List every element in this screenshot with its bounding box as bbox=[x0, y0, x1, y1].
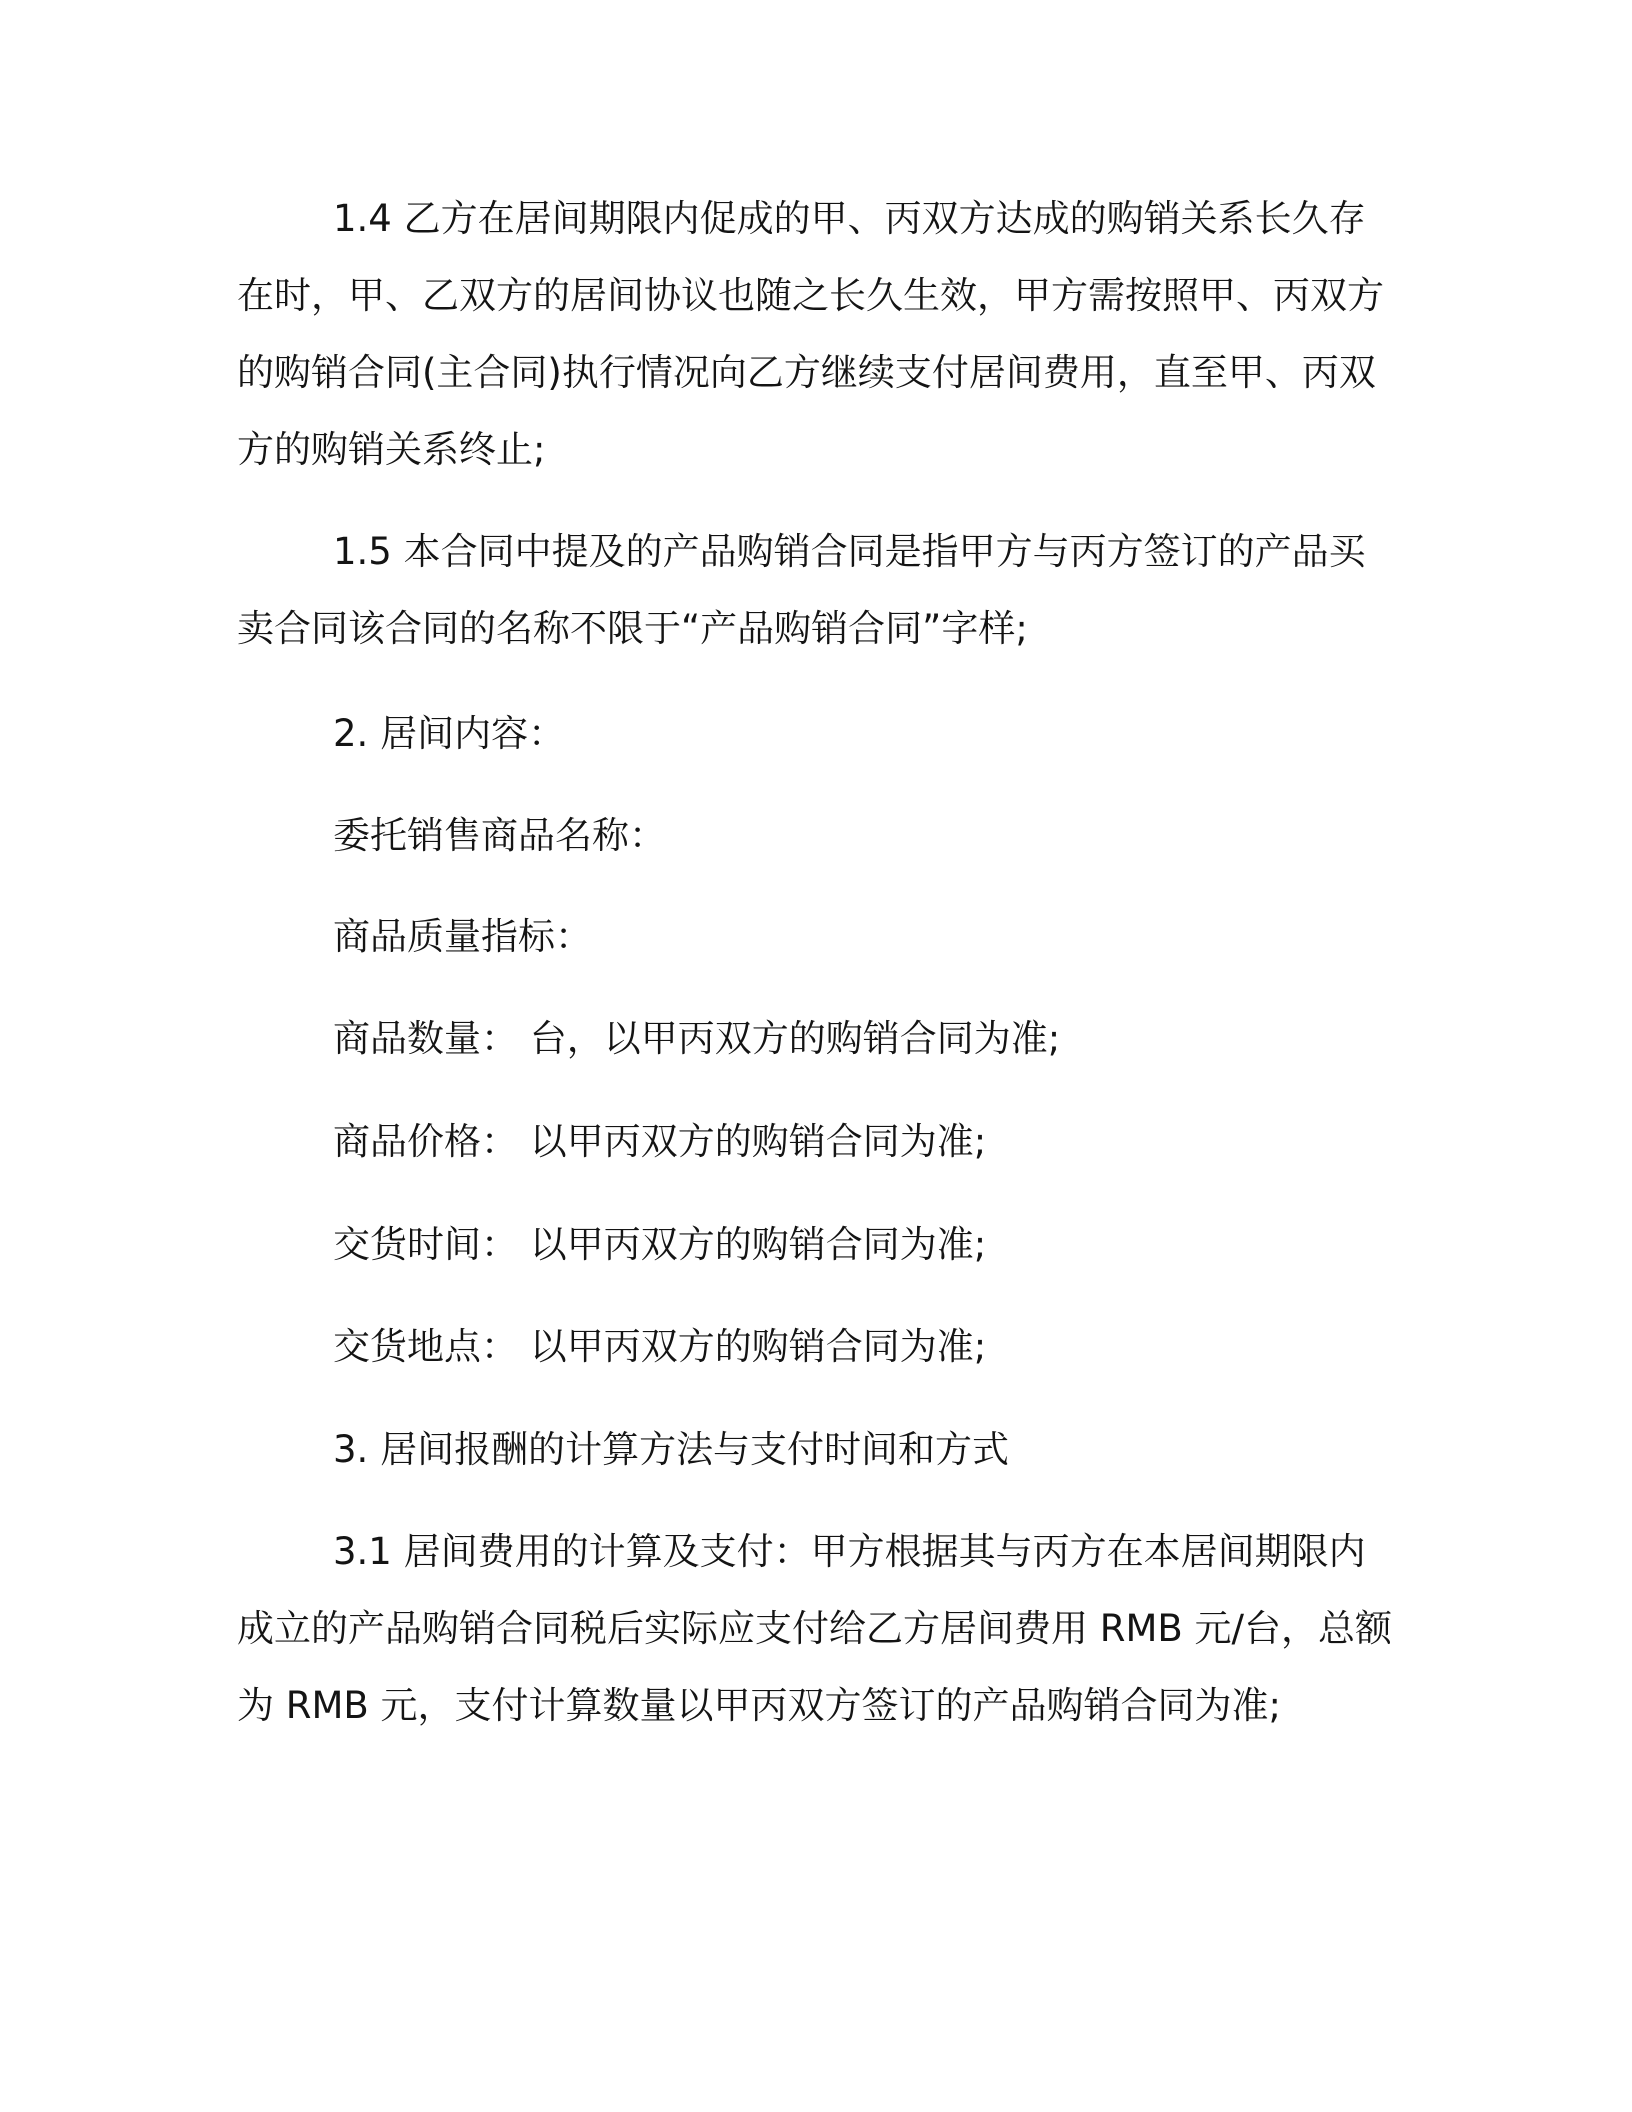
clause-1-4-paragraph: 1.4 乙方在居间期限内促成的甲、丙双方达成的购销关系长久存在时，甲、乙双方的居间协议也随之长久生效，甲方需按照甲、丙双方的购销合同(主合同)执行情况向乙方继续支付居间费用，直至甲、丙双方的购销关系终止; bbox=[237, 197, 1384, 471]
quantity-line: 商品数量： 台，以甲丙双方的购销合同为准; bbox=[333, 1017, 1061, 1060]
price-line: 商品价格： 以甲丙双方的购销合同为准; bbox=[333, 1120, 987, 1163]
delivery-place-line: 交货地点： 以甲丙双方的购销合同为准; bbox=[333, 1325, 987, 1368]
clause-1-5-paragraph: 1.5 本合同中提及的产品购销合同是指甲方与丙方签订的产品买卖合同该合同的名称不限于“产品购销合同”字样; bbox=[237, 530, 1366, 650]
goods-name-line: 委托销售商品名称： bbox=[333, 814, 666, 857]
section-3-heading: 3. 居间报酬的计算方法与支付时间和方式 bbox=[333, 1428, 1010, 1471]
clause-3-1-paragraph: 3.1 居间费用的计算及支付：甲方根据其与丙方在本居间期限内成立的产品购销合同税后实际应支付给乙方居间费用 RMB 元/台，总额为 RMB 元，支付计算数量以甲丙双方签订的产品购销合同为准; bbox=[237, 1530, 1393, 1727]
section-2-heading: 2. 居间内容： bbox=[333, 712, 566, 755]
quality-line: 商品质量指标： bbox=[333, 915, 592, 958]
delivery-time-line: 交货时间： 以甲丙双方的购销合同为准; bbox=[333, 1223, 987, 1266]
